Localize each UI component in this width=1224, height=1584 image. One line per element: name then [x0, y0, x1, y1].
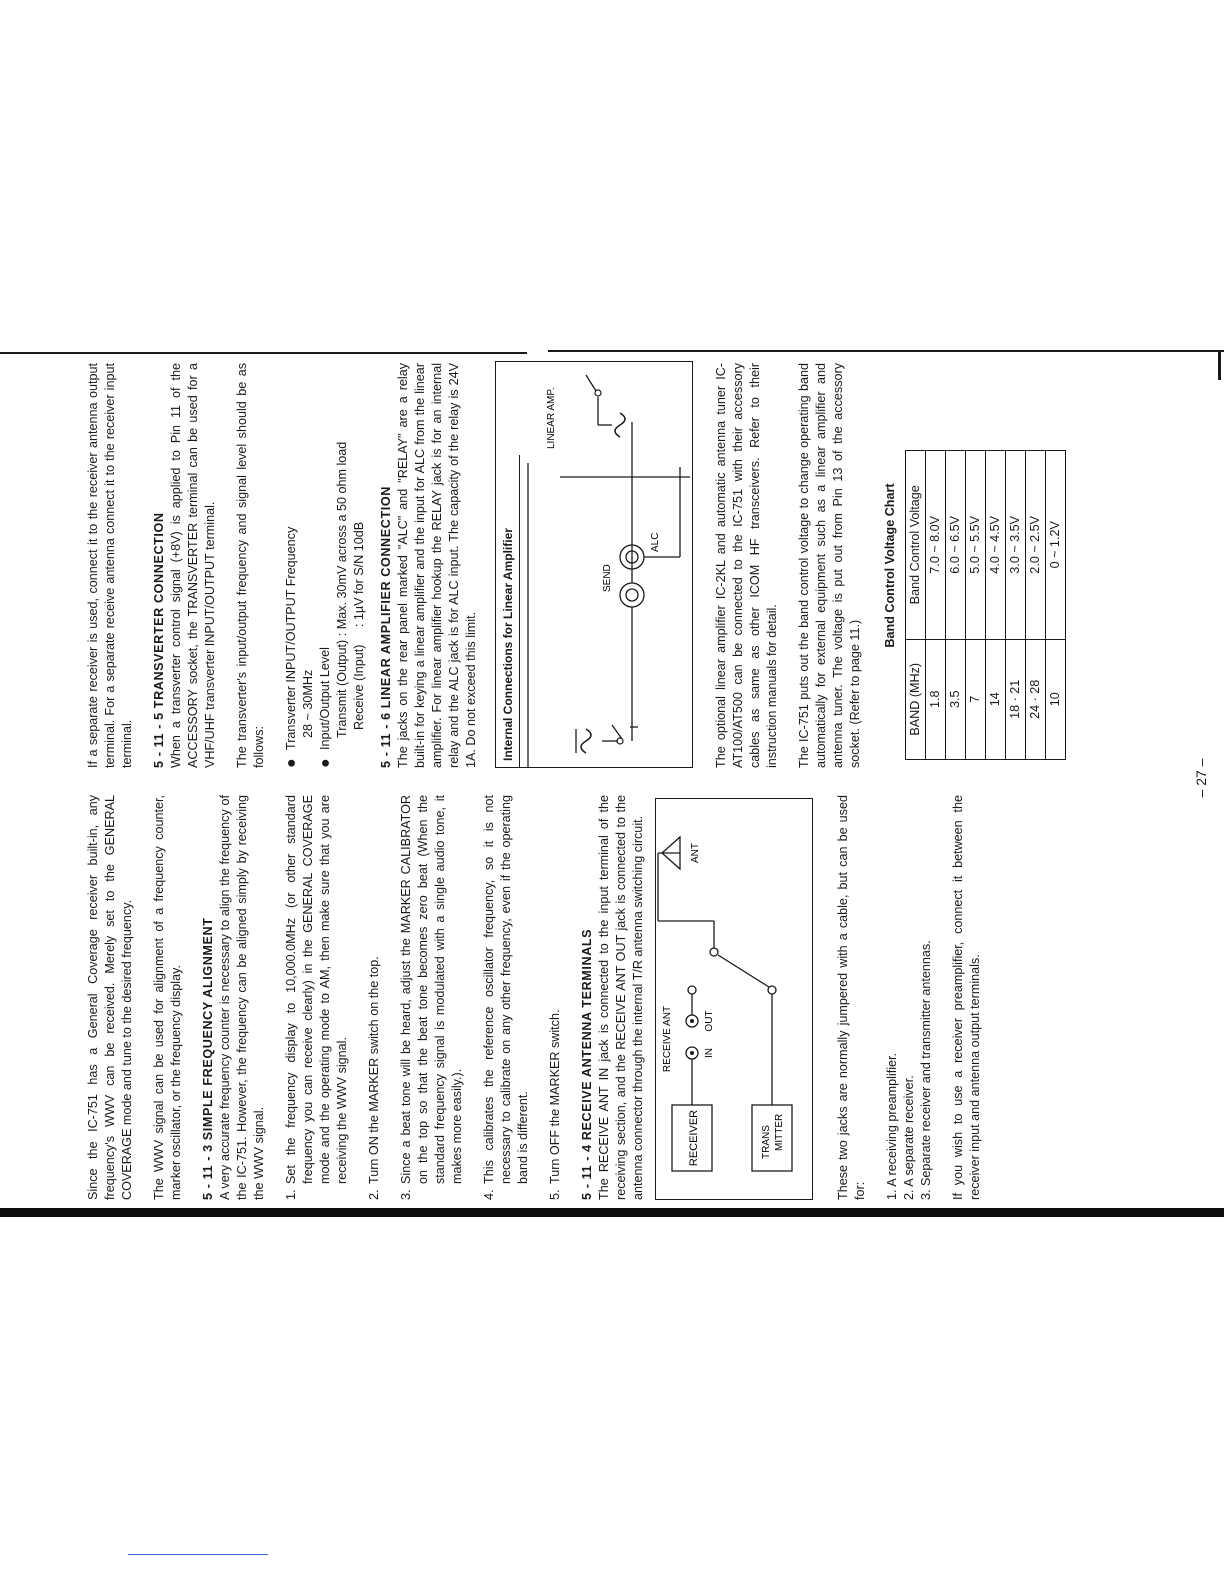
transmitter-box — [752, 1105, 792, 1171]
section-body-5-11-6: The jacks on the rear panel marked "ALC" and "RELAY" are a relay built-in for keying a linear amplifier and the input for ALC from the linear amplifier. For linear amplifier hookup the RELAY jack is for an internal relay and the ALC jack is for ALC input. The capacity of the relay is 24V 1A. Do not exceed this limit. — [396, 363, 478, 768]
section-body-5-11-4: The RECEIVE ANT IN jack is connected to the input terminal of the receiving section, and the RECEIVE ANT OUT jack is connected to the antenna connector through the internal T/R antenna switching circuit. — [597, 795, 645, 1200]
table-row — [966, 451, 986, 760]
table-row — [1046, 451, 1066, 760]
step-text: Since a beat tone will be heard, adjust the MARKER CALIBRATOR on the top so that the beat tone becomes zero beat (When the standard frequency signal is modulated with a single audio tone, it makes more easily.). — [399, 795, 464, 1184]
relay-arm — [612, 725, 622, 739]
preamp-text: If you wish to use a receiver preamplifier, connect it between the receiver input and antenna output terminals. — [951, 795, 982, 1200]
voltage-cell: 6.0 ~ 6.5V — [946, 451, 966, 640]
list-item — [283, 363, 300, 768]
ant-in-label: IN — [704, 1048, 715, 1058]
table-header-row — [906, 451, 926, 760]
section-heading-5-11-5: 5 - 11 - 5 TRANSVERTER CONNECTION — [152, 512, 166, 768]
receive-antenna-diagram — [655, 798, 813, 1200]
step-text: This calibrates the reference oscillator frequency, so it is not necessary to calibrate on any other frequency, even if the operating band is different. — [482, 795, 530, 1184]
linear-amp-label: LINEAR AMP. — [546, 387, 557, 449]
section-heading-5-11-6: 5 - 11 - 6 LINEAR AMPLIFIER CONNECTION — [379, 486, 393, 768]
step-item — [481, 795, 532, 1200]
voltage-cell: 5.0 ~ 5.5V — [966, 451, 986, 640]
rotated-page — [85, 356, 1215, 1200]
section-body-5-11-5: When a transverter control signal (+8V) is applied to Pin 11 of the ACCESSORY socket, the TRANSVERTER terminal can be used for a VHF/UHF transverter INPUT/OUTPUT terminal. — [169, 363, 217, 768]
switch-contact-tx — [768, 986, 776, 994]
band-cell: 1.8 — [926, 639, 946, 759]
voltage-cell: 2.0 ~ 2.5V — [1026, 451, 1046, 640]
receive-ant-label: RECEIVE ANT — [662, 1005, 673, 1073]
band-cell: 18 · 21 — [1006, 639, 1026, 759]
transmit-level: Transmit (Output) : Max. 30mV across a 50 ohm load — [335, 441, 349, 738]
list-item — [317, 363, 334, 768]
top-rule-right — [548, 350, 1224, 352]
voltage-cell: 3.0 ~ 3.5V — [1006, 451, 1026, 640]
list-item: 1. A receiving preamplifier. — [885, 1052, 899, 1200]
column-header: BAND (MHz) — [906, 639, 926, 759]
send-jack-inner — [626, 589, 638, 601]
switch-contact-rx — [688, 986, 696, 994]
band-cell: 14 — [986, 639, 1006, 759]
ant-label: ANT — [690, 843, 701, 863]
table-row — [926, 451, 946, 760]
step-number: 3. — [399, 1189, 413, 1200]
bullet-text: Transverter INPUT/OUTPUT Frequency — [284, 526, 298, 750]
band-cell: 24 · 28 — [1026, 639, 1046, 759]
ant-out-label: OUT — [704, 1010, 715, 1032]
left-column — [85, 795, 999, 1200]
voltage-cell: 0 ~ 1.2V — [1046, 451, 1066, 640]
page-spine-rule — [0, 1208, 1224, 1217]
step-number: 2. — [367, 1189, 381, 1200]
list-item: 3. Separate receiver and transmitter antennas. — [919, 940, 933, 1200]
step-number: 4. — [482, 1189, 496, 1200]
bullet-icon: ● — [283, 758, 300, 768]
band-cell: 7 — [966, 639, 986, 759]
band-cell: 10 — [1046, 639, 1066, 759]
section-body-5-11-3: A very accurate frequency counter is necessary to align the frequency of the IC-751. However, the frequency can be aligned simply by receiving the WWV signal. — [218, 795, 266, 1200]
frequency-value: 28 ~ 30MHz — [301, 669, 315, 738]
alc-label: ALC — [650, 532, 661, 552]
table-row — [1006, 451, 1026, 760]
switch-arm — [718, 955, 769, 987]
top-rule-left — [0, 352, 527, 354]
amp-relay-coil-icon — [615, 413, 625, 437]
column-header: Band Control Voltage — [906, 451, 926, 640]
step-text: Turn OFF the MARKER switch. — [548, 1009, 562, 1184]
step-text: Set the frequency display to 10,000.0MHz (or other standard frequency you can receive clearly) in the GENERAL COVERAGE mode and the operating mode to AM, then make sure that you are receiving the WWV signal. — [284, 795, 349, 1184]
linear-amp-schematic — [520, 362, 690, 767]
section-heading-5-11-3: 5 - 11 - 3 SIMPLE FREQUENCY ALIGNMENT — [201, 917, 215, 1200]
section-heading-5-11-4: 5 - 11 - 4 RECEIVE ANTENNA TERMINALS — [580, 928, 594, 1200]
diagram-title: Internal Connections for Linear Amplifier — [496, 455, 520, 767]
step-text: Turn ON the MARKER switch on the top. — [367, 956, 381, 1184]
separate-receiver-text: If a separate receiver is used, connect it to the receiver antenna output terminal. For a separate receive antenna connect it to the receiver input terminal. — [86, 363, 134, 768]
top-rule-tick — [1218, 350, 1221, 380]
step-item — [366, 795, 383, 1200]
step-item — [283, 795, 351, 1200]
table-row — [1026, 451, 1046, 760]
step-item — [398, 795, 466, 1200]
send-jack — [620, 583, 644, 607]
relay-coil-icon — [581, 729, 591, 753]
linear-amp-diagram — [495, 361, 693, 768]
wwv-paragraph: The WWV signal can be used for alignment of a frequency counter, marker oscillator, or the frequency display. — [152, 795, 183, 1200]
step-number: 1. — [284, 1189, 298, 1200]
intro-paragraph: Since the IC-751 has a General Coverage receiver built-in, any frequency's WWV can be received. Merely set to the GENERAL COVERAGE mode and tune to the desired frequency. — [86, 795, 134, 1200]
transmitter-label-line-1: TRANS — [761, 1125, 772, 1159]
right-column — [85, 363, 1066, 768]
link-underline — [128, 1554, 268, 1555]
ant-out-jack-pin — [690, 1019, 694, 1023]
receive-level: Receive (Input) : 1µV for S/N 10dB — [352, 521, 366, 730]
switch-common — [710, 948, 718, 956]
voltage-chart-title: Band Control Voltage Chart — [883, 483, 897, 648]
band-cell: 3.5 — [946, 639, 966, 759]
voltage-cell: 4.0 ~ 4.5V — [986, 451, 1006, 640]
page-number: – 27 – — [1193, 758, 1209, 798]
voltage-chart-table — [905, 450, 1066, 760]
bullet-text: Input/Output Level — [318, 647, 332, 750]
step-number: 5. — [548, 1189, 562, 1200]
table-row — [986, 451, 1006, 760]
band-control-text: The IC-751 puts out the band control voltage to change operating band automatically for external equipment such as a linear amplifier and antenna tuner. The voltage is put out from Pin 13 of the accessory socket. (Refer to page 11.) — [797, 363, 862, 768]
bullet-icon: ● — [317, 758, 334, 768]
step-item — [547, 795, 564, 1200]
voltage-cell: 7.0 ~ 8.0V — [926, 451, 946, 640]
jumper-text: These two jacks are normally jumpered with a cable, but can be used for: — [836, 795, 867, 1200]
receive-antenna-schematic — [656, 799, 812, 1199]
transmitter-label-line-2: MITTER — [774, 1113, 785, 1151]
transverter-spec-list — [283, 363, 368, 768]
levels-intro: The transverter's input/output frequency and signal level should be as follows: — [235, 363, 266, 768]
ant-in-jack-pin — [690, 1051, 694, 1055]
amp-relay-arm — [586, 375, 596, 391]
uses-list — [884, 795, 935, 1200]
list-item: 2. A separate receiver. — [902, 1075, 916, 1200]
table-row — [946, 451, 966, 760]
send-label: SEND — [602, 564, 613, 592]
receiver-label: RECEIVER — [688, 1109, 700, 1167]
tuner-text: The optional linear amplifier IC-2KL and automatic antenna tuner IC-AT100/AT500 can be connected to the IC-751 with their accessory cables as same as other ICOM HF transceivers. Refer to their instruction manuals for detail. — [714, 363, 779, 768]
